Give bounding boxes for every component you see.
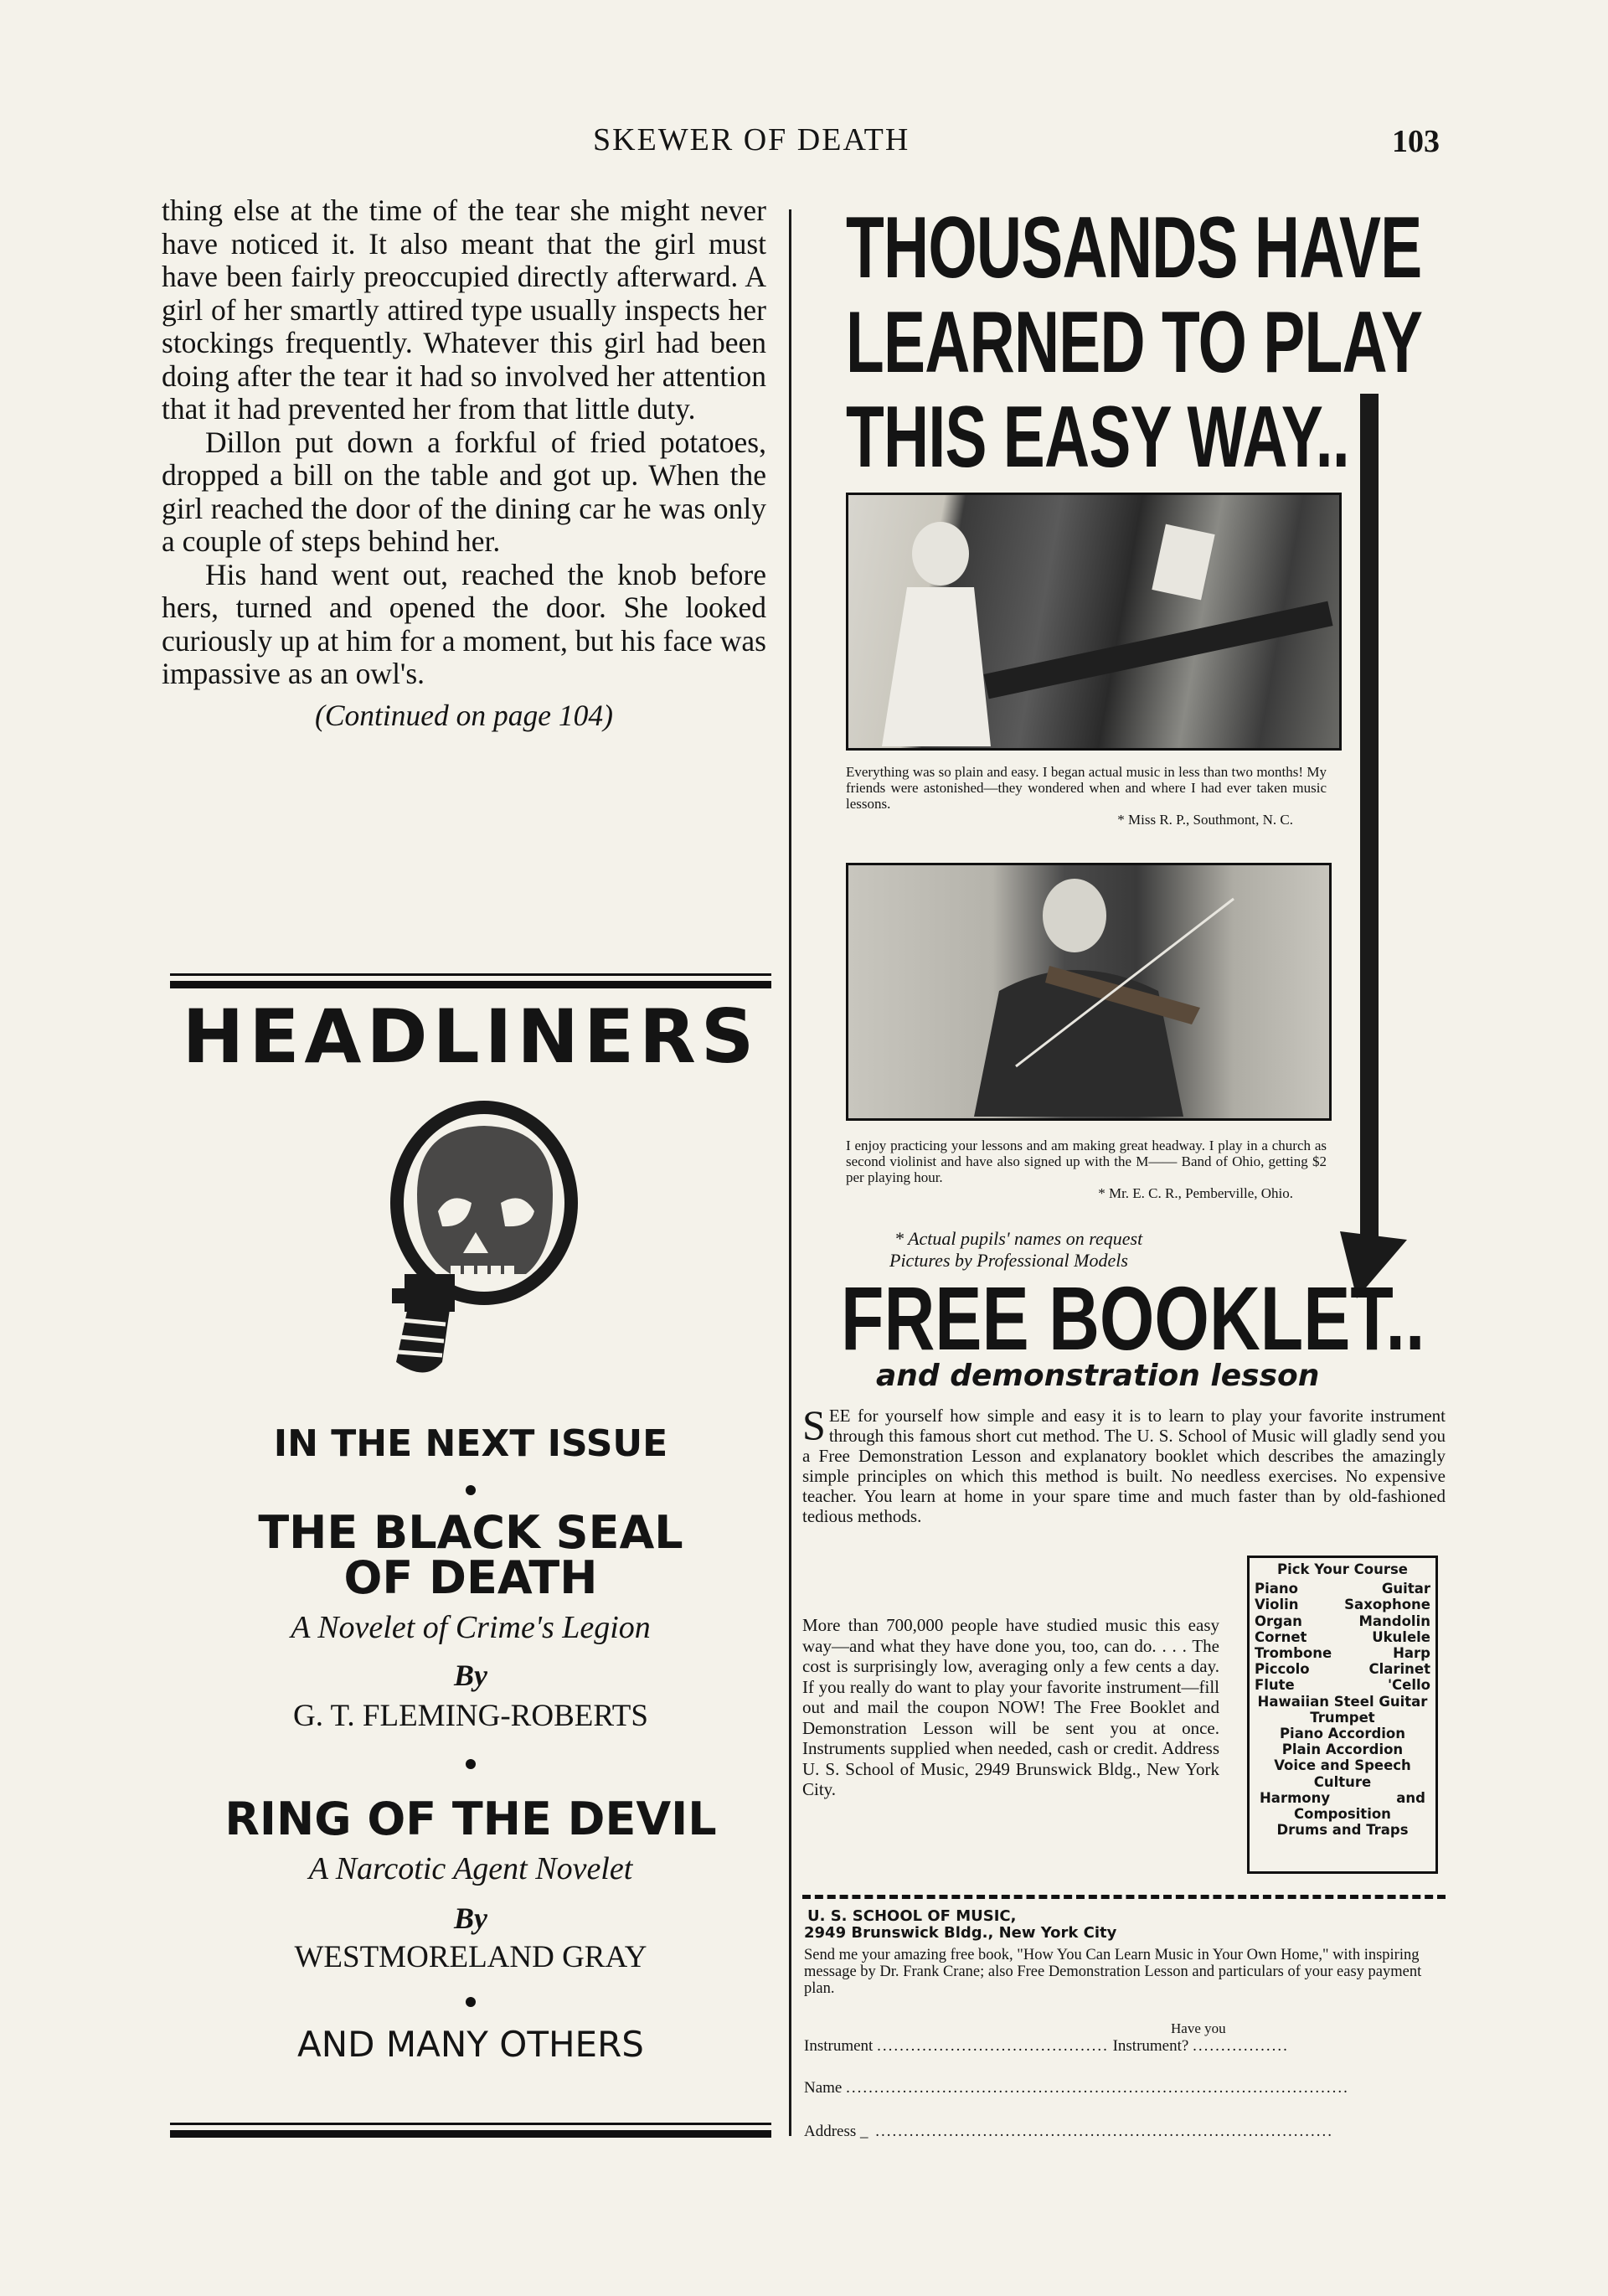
arrow-graphic [1332,394,1424,1298]
name-field[interactable] [804,2079,1349,2097]
ad-headline-line: LEARNED TO PLAY [846,294,1423,391]
have-instrument-label: Have you [1171,2020,1226,2036]
testimonial-2-signature: * Mr. E. C. R., Pemberville, Ohio. [1098,1185,1293,1201]
drop-cap: S [802,1401,826,1448]
column-divider [789,209,791,2136]
story-paragraph: Dillon put down a forkful of fried potatoes, dropped a bill on the table and got up. When the girl reached the door of the dining car he was only a couple of steps behind her. [162,425,766,558]
testimonial-1-text: Everything was so plain and easy. I began actual music in less than two months! My friends were astonished—they wondered when and where I had ever taken music lessons. [846,764,1327,812]
free-booklet-heading: FREE BOOKLET.. [841,1267,1425,1369]
next-issue-block [170,1422,771,2065]
course-row: Trombone Harp [1255,1645,1430,1662]
course-row: Violin Saxophone [1255,1597,1430,1613]
course-row: Flute 'Cello [1255,1677,1430,1694]
course-item: Trumpet [1310,1709,1375,1726]
running-title: SKEWER OF DEATH [593,122,910,157]
bullet [466,1485,476,1495]
instrument-field[interactable] [804,2037,1289,2056]
note-actual-pupils: * Actual pupils' names on request [894,1228,1143,1249]
ad-headline-line: THIS EASY WAY.. [846,389,1349,486]
coupon-address-line1: U. S. SCHOOL OF MUSIC, [807,1907,1017,1925]
coupon [804,1908,1446,1997]
testimonial-1 [846,764,1327,828]
course-row: Piccolo Clarinet [1255,1661,1430,1678]
headliners-title: HEADLINERS [182,993,760,1080]
and-many-others: AND MANY OTHERS [297,2024,644,2065]
address-label: Address [804,2123,857,2140]
instrument-label: Instrument [804,2037,874,2055]
next-issue-label: IN THE NEXT ISSUE [273,1422,668,1465]
have-instrument-blank[interactable]: ................. [1193,2037,1289,2055]
ad-body-paragraph: EE for yourself how simple and easy it is to learn to play your favorite instrument through this famous short cut method. The U. S. School of Music will gladly send you a Free Demonstration Lesson and explanatory booklet which describes the amazingly simple principles on which this method is built. No needless exercises. No expensive teacher. You learn at home in your spare time and much faster than by old-fashioned tedious methods. [802,1406,1446,1526]
story2-author: WESTMORELAND GRAY [294,1940,647,1974]
coupon-address-line2: 2949 Brunswick Bldg., New York City [804,1924,1117,1942]
continued-note: (Continued on page 104) [315,698,613,732]
coupon-cut-line [802,1895,1446,1899]
photo-piano-student [846,493,1342,751]
address-field[interactable] [804,2123,1333,2141]
story-text [162,194,766,732]
coupon-message: Send me your amazing free book, "How You Can Learn Music in Your Own Home," with inspiring message by Dr. Frank Crane; also Free Demonstration Lesson and particulars of your easy payment plan. [804,1947,1422,1997]
bullet [466,1759,476,1769]
course-item: Hawaiian Steel Guitar [1257,1693,1428,1710]
demonstration-lesson-subheading: and demonstration lesson [876,1359,1320,1393]
course-list-title: Pick Your Course [1277,1561,1408,1577]
address-blank[interactable]: _ ................................................................................. [860,2123,1334,2140]
page-header [0,121,1608,163]
ad-body-text [802,1401,1446,1526]
story1-title-line1: THE BLACK SEAL [258,1506,683,1559]
course-row: Organ Mandolin [1255,1612,1430,1629]
course-row: Cornet Ukulele [1255,1628,1430,1645]
ad-headline-line: THOUSANDS HAVE [846,199,1422,297]
story-paragraph: thing else at the time of the tear she might never have noticed it. It also meant that the girl must have been fairly preoccupied directly afterward. A girl of her smartly attired type usually inspects her stockings frequently. Whatever this girl had been doing after the tear it had so involved her attention that it had prevented her from that little duty. [162,193,766,426]
story2-title: RING OF THE DEVIL [224,1793,717,1845]
name-blank[interactable]: ......................................................................................... [846,2079,1349,2097]
story1-title-line2: OF DEATH [343,1551,598,1604]
ad-notes [889,1228,1142,1272]
course-row: Harmony and [1260,1789,1425,1806]
course-list-box [1247,1556,1438,1874]
story1-by: By [454,1659,487,1692]
story1-subtitle: A Novelet of Crime's Legion [291,1610,651,1645]
ad-body-text-2: More than 700,000 people have studied music this easy way—and what they have done you, too, can do. . . . The cost is surprisingly low, averaging only a few cents a day. If you really do want to play your favorite instrument—fill out and mail the coupon NOW! The Free Booklet and Demonstration Lesson will be sent you at once. Instruments supplied when needed, cash or credit. Address U. S. School of Music, 2949 Brunswick Bldg., New York City. [802,1615,1219,1799]
testimonial-2 [846,1138,1327,1201]
have-instrument-label-2: Instrument? [1112,2037,1189,2055]
course-row: Piano Guitar [1255,1581,1430,1597]
section-rule-top [170,973,771,988]
bullet [466,1997,476,2007]
page-number: 103 [1392,124,1440,159]
skull-illustration [358,1094,580,1404]
story2-by: By [454,1901,487,1935]
course-item: Drums and Traps [1276,1822,1409,1839]
story-paragraph: His hand went out, reached the knob before hers, turned and opened the door. She looked curiously up at him for a moment, but his face was impassive as an owl's. [162,557,766,690]
testimonial-1-signature: * Miss R. P., Southmont, N. C. [1117,812,1293,828]
story2-subtitle: A Narcotic Agent Novelet [308,1851,633,1886]
name-label: Name [804,2079,843,2097]
photo-violinist [846,863,1332,1121]
course-item: Composition [1294,1806,1391,1823]
testimonial-2-text: I enjoy practicing your lessons and am making great headway. I play in a church as second violinist and have also signed up with the M—— Band of Ohio, getting $2 per playing hour. [846,1138,1327,1185]
note-professional-models: Pictures by Professional Models [889,1250,1128,1271]
course-item: Plain Accordion [1281,1741,1404,1758]
course-item: Piano Accordion [1279,1726,1406,1742]
course-item: Voice and Speech Culture [1274,1757,1411,1790]
instrument-blank[interactable]: ......................................... [877,2037,1109,2055]
section-rule-bottom [170,2123,771,2138]
story1-author: G. T. FLEMING-ROBERTS [293,1699,648,1733]
